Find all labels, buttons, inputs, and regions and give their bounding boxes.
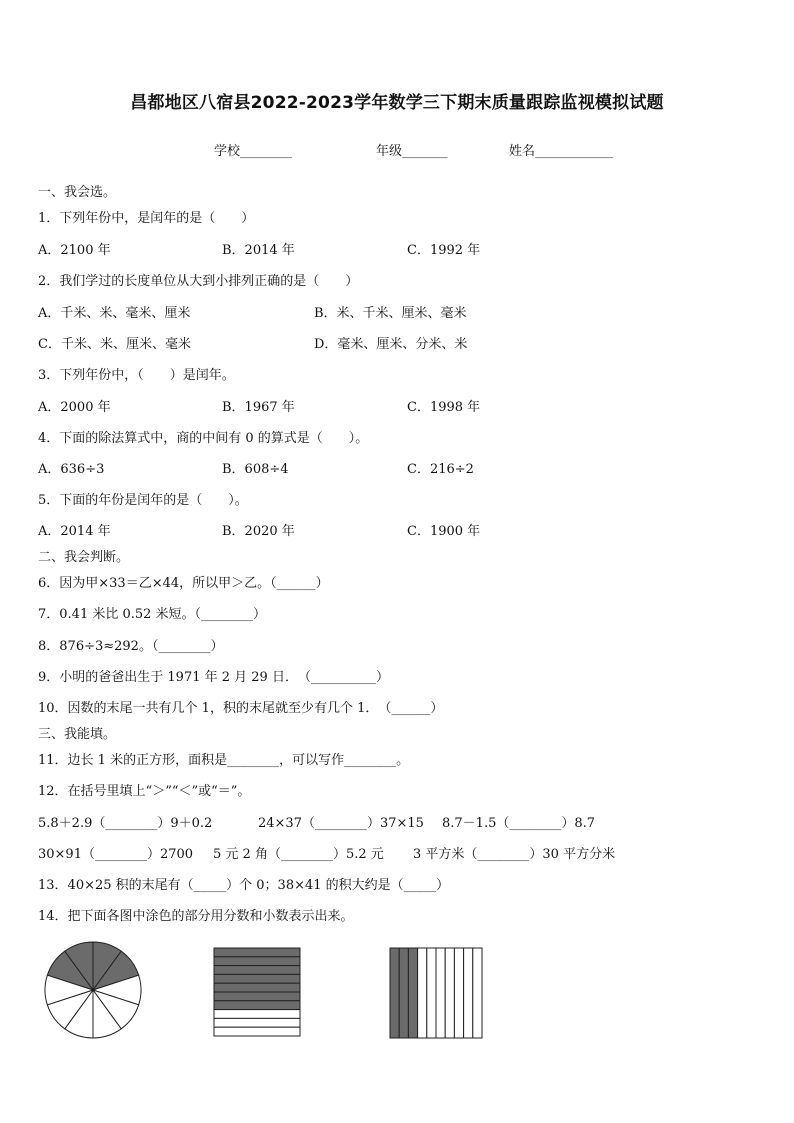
- unshaded-strip: [214, 1018, 300, 1027]
- name-field: 姓名____________: [509, 144, 614, 159]
- shaded-strip: [214, 983, 300, 992]
- question-7: 7．0.41 米比 0.52 米短。（________）: [38, 607, 267, 622]
- rectangle-divided-into-10-horizontal-strips-icon: [214, 948, 300, 1036]
- q5-option-b: B．2020 年: [222, 524, 295, 539]
- shaded-strip: [214, 966, 300, 975]
- question-2: 2．我们学过的长度单位从大到小排列正确的是（ ）: [38, 274, 359, 289]
- shaded-strip: [214, 974, 300, 983]
- q12-item-2: 24×37（________）37×15: [258, 816, 424, 831]
- unshaded-strip: [418, 948, 427, 1038]
- question-10: 10．因数的末尾一共有几个 1，积的末尾就至少有几个 1． （______）: [38, 701, 444, 716]
- question-14: 14．把下面各图中涂色的部分用分数和小数表示出来。: [38, 909, 354, 924]
- unshaded-strip: [454, 948, 463, 1038]
- question-4: 4．下面的除法算式中，商的中间有 0 的算式是（ ）。: [38, 431, 369, 446]
- question-12: 12．在括号里填上“＞”“＜”或“＝”。: [38, 784, 251, 799]
- unshaded-strip: [445, 948, 454, 1038]
- q12-item-6: 3 平方米（________）30 平方分米: [413, 847, 616, 862]
- unshaded-strip: [214, 1027, 300, 1036]
- q2-option-b: B．米、千米、厘米、毫米: [314, 306, 467, 321]
- square-divided-into-10-vertical-strips-icon: [390, 948, 482, 1038]
- grade-field: 年级_______: [376, 144, 448, 159]
- q4-option-a: A．636÷3: [38, 462, 105, 477]
- question-3: 3．下列年份中，（ ）是闰年。: [38, 368, 235, 383]
- question-11: 11．边长 1 米的正方形，面积是________，可以写作________。: [38, 753, 410, 768]
- shaded-strip: [214, 957, 300, 966]
- section-heading-fill: 三、我能填。: [38, 727, 117, 742]
- unshaded-strip: [427, 948, 436, 1038]
- circle-divided-into-10-parts-icon: [45, 942, 141, 1038]
- q12-item-1: 5.8＋2.9（________）9＋0.2: [38, 816, 213, 831]
- shaded-strip: [399, 948, 408, 1038]
- q1-option-c: C．1992 年: [407, 243, 481, 258]
- question-8: 8．876÷3≈292。（________）: [38, 639, 224, 654]
- question-13: 13．40×25 积的末尾有（_____）个 0；38×41 的积大约是（_____）: [38, 878, 450, 893]
- shaded-strip: [390, 948, 399, 1038]
- unshaded-strip: [214, 1010, 300, 1019]
- q3-option-c: C．1998 年: [407, 400, 481, 415]
- q1-option-a: A．2100 年: [38, 243, 111, 258]
- unshaded-strip: [473, 948, 482, 1038]
- unshaded-strip: [464, 948, 473, 1038]
- shaded-strip: [408, 948, 417, 1038]
- school-field: 学校________: [214, 144, 293, 159]
- page-title: 昌都地区八宿县2022-2023学年数学三下期末质量跟踪监视模拟试题: [130, 93, 664, 113]
- q4-option-b: B．608÷4: [222, 462, 289, 477]
- q5-option-c: C．1900 年: [407, 524, 481, 539]
- shaded-strip: [214, 948, 300, 957]
- q2-option-a: A．千米、米、毫米、厘米: [38, 306, 191, 321]
- q1-option-b: B．2014 年: [222, 243, 295, 258]
- unshaded-strip: [436, 948, 445, 1038]
- shaded-strip: [214, 1001, 300, 1010]
- q3-option-b: B．1967 年: [222, 400, 295, 415]
- q4-option-c: C．216÷2: [407, 462, 474, 477]
- q3-option-a: A．2000 年: [38, 400, 111, 415]
- q2-option-c: C．千米、米、厘米、毫米: [38, 337, 191, 352]
- q12-item-3: 8.7－1.5（________）8.7: [442, 816, 596, 831]
- q12-item-5: 5 元 2 角（________）5.2 元: [213, 847, 384, 862]
- section-heading-judge: 二、我会判断。: [38, 550, 130, 565]
- question-1: 1．下列年份中，是闰年的是（ ）: [38, 211, 255, 226]
- question-5: 5．下面的年份是闰年的是（ ）。: [38, 493, 248, 508]
- section-heading-choice: 一、我会选。: [38, 185, 117, 200]
- question-9: 9．小明的爸爸出生于 1971 年 2 月 29 日． （__________）: [38, 670, 389, 685]
- question-6: 6．因为甲×33＝乙×44，所以甲＞乙。（______）: [38, 576, 329, 591]
- q12-item-4: 30×91（________）2700: [38, 847, 194, 862]
- q5-option-a: A．2014 年: [38, 524, 111, 539]
- q2-option-d: D．毫米、厘米、分米、米: [314, 337, 468, 352]
- shaded-strip: [214, 992, 300, 1001]
- fraction-figures: [0, 940, 794, 1050]
